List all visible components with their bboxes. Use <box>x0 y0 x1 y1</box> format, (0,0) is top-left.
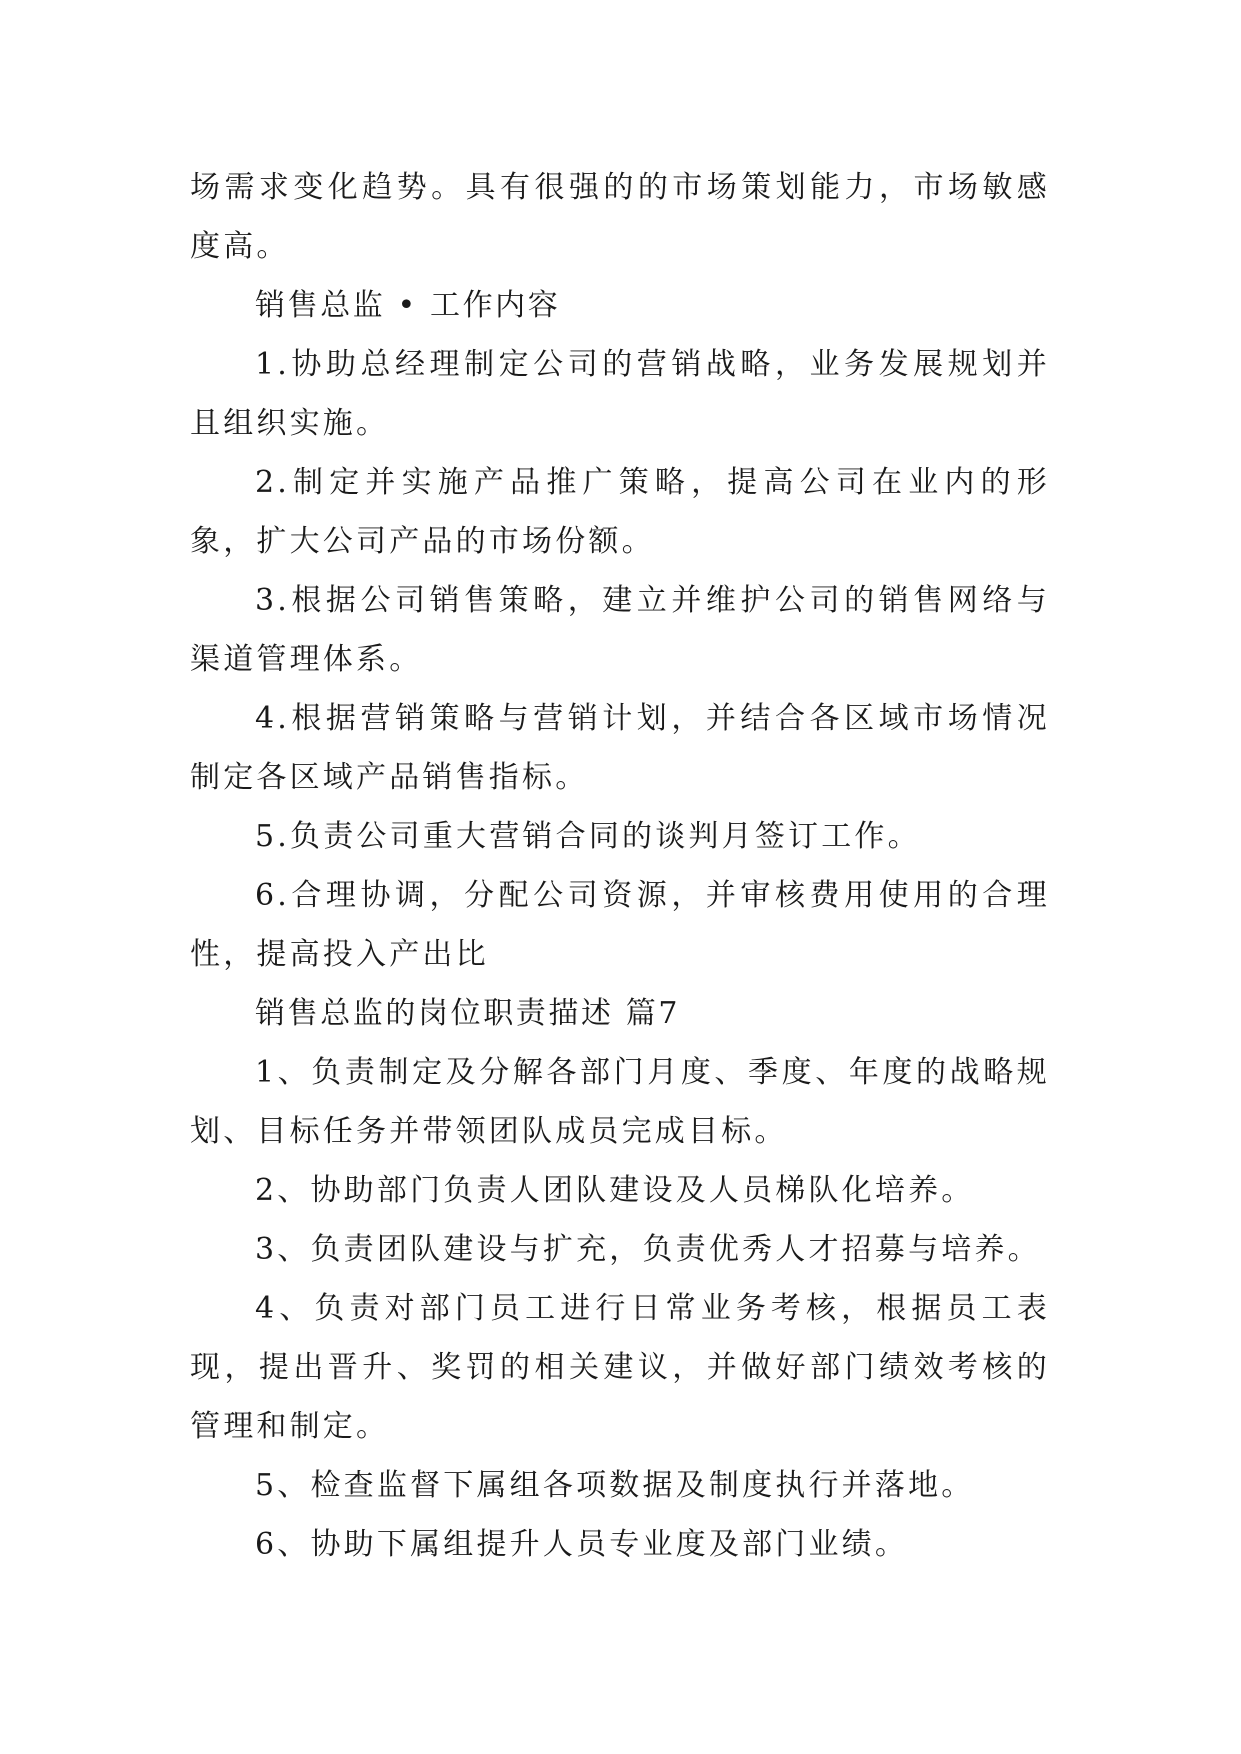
list-item: 2.制定并实施产品推广策略，提高公司在业内的形象，扩大公司产品的市场份额。 <box>190 465 1050 559</box>
section-heading-part-7: 销售总监的岗位职责描述 篇7 <box>255 996 681 1031</box>
list-item: 5、检查监督下属组各项数据及制度执行并落地。 <box>255 1468 975 1503</box>
list-item: 6.合理协调，分配公司资源，并审核费用使用的合理性，提高投入产出比 <box>190 878 1050 972</box>
paragraph-continuation: 场需求变化趋势。具有很强的的市场策划能力，市场敏感度高。 <box>190 170 1050 264</box>
list-item: 2、协助部门负责人团队建设及人员梯队化培养。 <box>255 1173 975 1208</box>
list-item: 6、协助下属组提升人员专业度及部门业绩。 <box>255 1527 909 1562</box>
list-item: 1.协助总经理制定公司的营销战略，业务发展规划并且组织实施。 <box>190 347 1050 441</box>
section-heading-work-content: 销售总监 • 工作内容 <box>255 288 561 323</box>
document-body <box>190 158 1050 1574</box>
list-item: 4.根据营销策略与营销计划，并结合各区域市场情况制定各区域产品销售指标。 <box>190 701 1050 795</box>
list-item: 4、负责对部门员工进行日常业务考核，根据员工表现，提出晋升、奖罚的相关建议，并做好部门绩效考核的管理和制定。 <box>190 1291 1050 1444</box>
list-item: 1、负责制定及分解各部门月度、季度、年度的战略规划、目标任务并带领团队成员完成目标。 <box>190 1055 1050 1149</box>
list-item: 3.根据公司销售策略，建立并维护公司的销售网络与渠道管理体系。 <box>190 583 1050 677</box>
list-item: 5.负责公司重大营销合同的谈判月签订工作。 <box>255 819 921 854</box>
list-item: 3、负责团队建设与扩充，负责优秀人才招募与培养。 <box>255 1232 1041 1267</box>
